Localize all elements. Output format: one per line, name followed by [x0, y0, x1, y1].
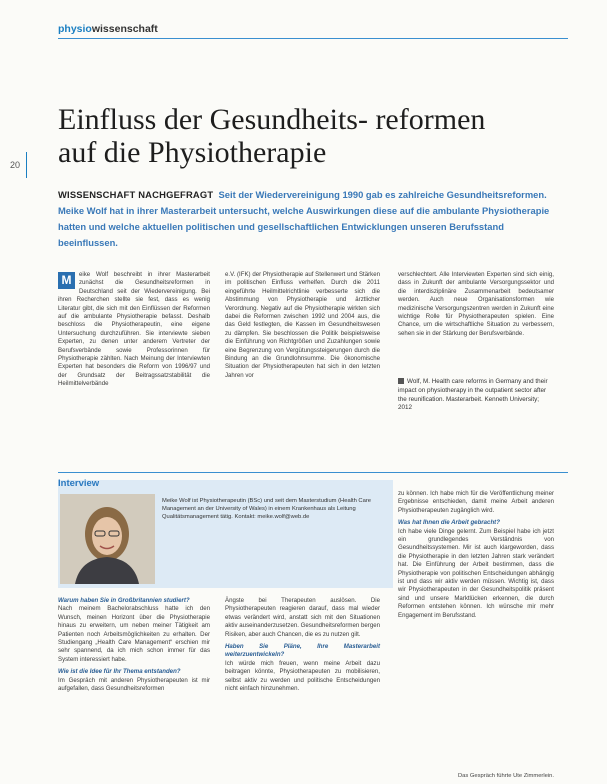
- interview-question: Wie ist die Idee für Ihr Thema entstanden?: [58, 668, 181, 676]
- lead-text: Seit der Wiedervereinigung 1990 gab es zahlreiche Gesundheitsreformen. Meike Wolf hat in ihrer Masterarbeit untersucht, welche Auswirkungen diese auf die ambulante Physiotherapie hatten und welche aktuellen politischen und gesellschaftlichen Entwicklungen unseren Berufsstand beeinflussen.: [58, 189, 550, 248]
- interview-answer: zu können. Ich habe mich für die Veröffentlichung meiner Ergebnisse entschieden, damit meine Arbeit anderen Physiotherapeuten zugänglich wird.: [398, 490, 554, 514]
- lead-kicker: WISSENSCHAFT NACHGEFRAGT: [58, 189, 214, 200]
- interview-column-3: [398, 490, 554, 620]
- author-portrait: [60, 494, 155, 584]
- body-column-1: [58, 271, 210, 389]
- literature-reference: [398, 378, 554, 413]
- interview-answer: Ich würde mich freuen, wenn meine Arbeit dazu beitragen könnte, Physiotherapeuten zu mobilisieren, selbst aktiv zu werden und politische Entscheidungen nicht einfach hinzunehmen.: [225, 659, 380, 693]
- body-column-2: e.V. (IFK) der Physiotherapie auf Stellenwert und Stärken im politischen Einfluss verhelfen. Durch die 2011 eingeführte Heilmittelrichtlinie verbesserte sich die Abstimmung von Physiotherapie und ärztlicher Verordnung. Negativ auf die Physiotherapie wirkten sich dabei die Reformen zwischen 1992 und 2004 aus, die das Geld festlegten, die Kassen im Gesundheitswesen zu dämpfen. Sie beschlossen die Politik beispielsweise die Einführung von Richtgrößen und Zuzahlungen sowie eine Begrenzung von Vergütungssteigerungen durch die Bindung an die Grundlohnsumme. Die ökonomische Situation der Physiotherapeuten hat sich in den letzten Jahren vor: [225, 271, 380, 379]
- article-title: Einfluss der Gesundheits- reformen auf die Physiotherapie: [58, 103, 486, 169]
- drop-cap: M: [58, 272, 75, 289]
- section-label: physiowissenschaft: [58, 23, 158, 35]
- interview-answer: Im Gespräch mit anderen Physiotherapeuten ist mir aufgefallen, dass Gesundheitsreformen: [58, 676, 210, 693]
- interview-question: Haben Sie Pläne, Ihre Masterarbeit weiterzuentwickeln?: [225, 643, 380, 659]
- interview-answer: Ich habe viele Dinge gelernt. Zum Beispiel habe ich jetzt ein grundlegendes Verständnis von Gesundheitssystemen. Mir ist auch klargeworden, dass die Physiotherapie in den letzten Jahren stark verändert hat. Die Einführung der Arbeit bestimmen, dass die Physiotherapie von politischen Entscheidungen abhängig ist und dass wir aktiv werden müssen. Wichtig ist, dass wir Physiotherapeuten in der Gesundheitspolitik präsent sind und unsere Marktlücken erkennen, die durch Reformen entstehen können. Ich wünsche mir mehr Engagement im Berufsstand.: [398, 527, 554, 619]
- interview-question: Was hat Ihnen die Arbeit gebracht?: [398, 519, 500, 527]
- interview-credit: Das Gespräch führte Ute Zimmerlein.: [457, 773, 554, 779]
- interview-heading: Interview: [58, 478, 100, 489]
- interview-answer: Ängste bei Therapeuten auslösen. Die Physiotherapeuten reagieren darauf, dass mal wieder etwas verändert wird, anstatt sich mit den Situationen aktiv auseinanderzusetzen. Gesundheitsreformen bergen Risiken, aber auch Chancen, die es zu nutzen gilt.: [225, 597, 380, 638]
- interview-column-1: [58, 597, 210, 693]
- interview-divider: [58, 472, 568, 473]
- interview-question: Warum haben Sie in Großbritannien studiert?: [58, 597, 190, 604]
- interview-answer: Nach meinem Bachelorabschluss hatte ich den Wunsch, meinen Horizont über die Physiotherapie hinaus zu erweitern, um neben meiner Tätigkeit am Patienten noch Arbeitsmöglichkeiten zu erhalten. Der Studiengang „Health Care Management“ erschien mir sehr spannend, da ich mich schon immer für das System interessiert habe.: [58, 605, 210, 663]
- interview-column-2: [225, 597, 380, 693]
- body-text-1: eike Wolf beschreibt in ihrer Masterarbeit zunächst die Gesundheitsreformen in Deutschland seit der Wiedervereinigung. Bei ihren Recherchen stellte sie fest, dass es wenig Literatur gibt, die sich mit den Einflüssen der Reformen auf die ambulante Physiotherapie befasst. Deshalb beschloss die Physiotherapeutin, eine eigene Untersuchung durchzuführen. Sie interviewte sieben Experten, zu denen unter anderem Vertreter der Berufsverbände sowie Professorinnen für Physiotherapie zählten. Nach Meinung der Interviewten Experten hat besonders die Reform von 1996/97 und der Grundsatz der Beitragssatzstabilität die Heilmittelverbände: [58, 271, 210, 388]
- article-lead: [58, 187, 558, 251]
- top-divider: [58, 38, 568, 39]
- page-number-marker: [26, 152, 27, 178]
- bullet-square-icon: [398, 378, 404, 384]
- body-column-3: verschlechtert. Alle Interviewten Experten sind sich einig, dass in Zukunft der ambulante Versorgungssektor und die interdisziplinäre Zusammenarbeit bedeutsamer werden. Auch neue Organisationsformen wie medizinische Versorgungszentren werden in Zukunft eine wichtige Rolle für Physiotherapeuten spielen. Eine Chance, um die wirtschaftliche Situation zu verbessern, sehen sie in der Stärkung der Berufsverbände.: [398, 271, 554, 337]
- author-bio: Meike Wolf ist Physiotherapeutin (BSc) und seit dem Masterstudium (Health Care Management an der University of Wales) in einem Krankenhaus als Leitung Qualitätsmanagement tätig. Kontakt: meike.wolf@web.de: [162, 498, 371, 520]
- page-number: 20: [10, 160, 21, 170]
- reference-text: Wolf, M. Health care reforms in Germany and their impact on physiotherapy in the outpatient sector after the reunification. Masterarbeit. Kenneth University; 2012: [398, 378, 548, 412]
